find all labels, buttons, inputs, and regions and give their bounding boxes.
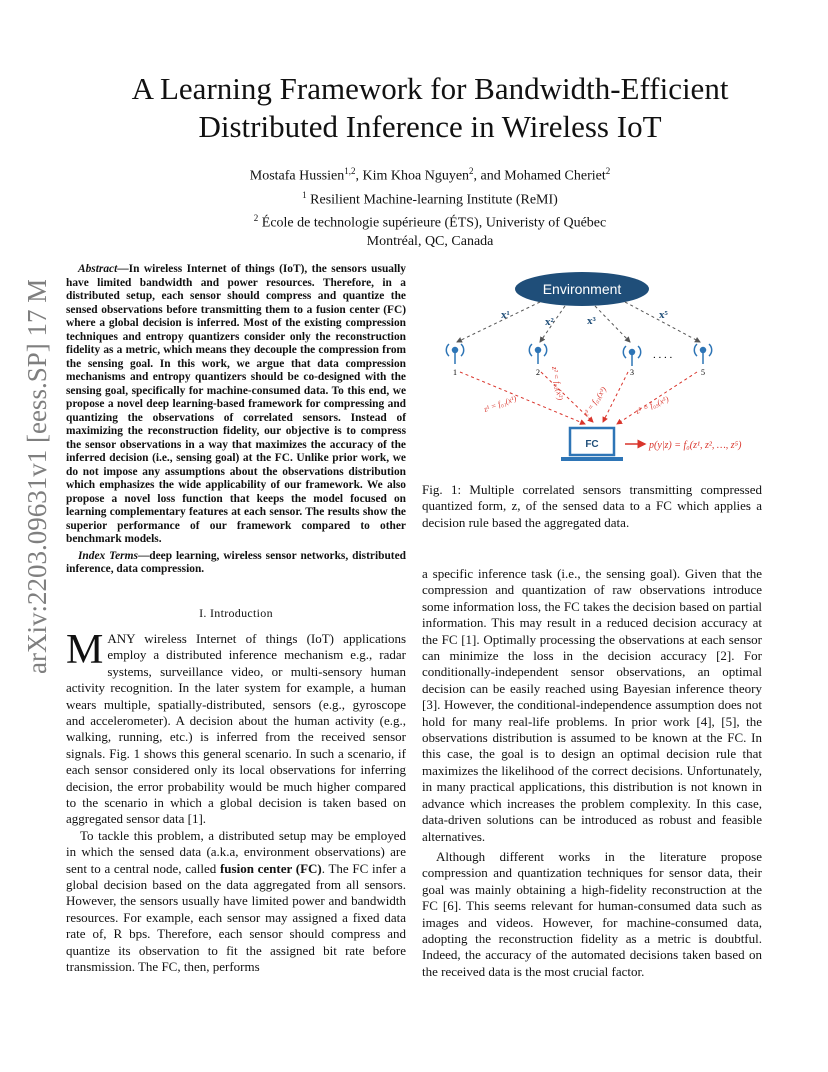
tx-arrow-3 [603,372,628,422]
x-label-1: x¹ [501,309,510,321]
affiliation-1: $^1$ Resilient Machine-learning Institute (ReMI) [302,189,558,208]
ellipsis-dots: . . . . [653,349,673,361]
enc-label-1: z¹ = f₀₁(x¹) [482,393,518,414]
abstract: Abstract—In wireless Internet of things (IoT), the sensors usually have limited bandwidth and power resources. Therefore, in a distributed setup, each sensor should compress and quantize the sensed observations before transmitting them to a fusion center (FC) where a global decision is inferred. Most of the existing compression techniques and entropy quantizers consider only the reconstruction fidelity as a metric, which means they decouple the compression from the sensing goal. In this work, we argue that data compression mechanisms and entropy quantizers should be co-designed with the sensing goal, specifically for machine-consumed data. To this end, we propose a novel deep learning-based framework for compressing and quantizing the observations of correlated sensors. Instead of maximizing the reconstruction fidelity, our objective is to compress the sensor observations in a way that maximizes the accuracy of the inferred decision (i.e., sensing goal) at the FC. Unlike prior work, we do not impose any assumptions about the observations distribution which emphasizes the wide applicability of our framework. We also propose a novel loss function that keeps the model focused on learning complementary features at each sensor. The results show the superior performance of our framework compared to other benchmark models. [66,263,406,545]
intro-paragraph-2: To tackle this problem, a distributed setup may be employed in which the sensed data (a.k.a, environment observations) are sent to a central node, called fusion center (FC). The FC infer a global decision based on the data aggregated from all sensors. However, the sensors usually have limited power and bandwidth resources. For example, each sensor may assigned a fixed data rate of, R bps. Therefore, each sensor should compress and quantize its observation to fit the assigned bit rate before transmission. The FC, then, performs [66,827,406,975]
sensor-icon-2 [529,344,546,364]
sensor-icon-3 [623,346,640,366]
x-label-5: x⁵ [659,309,668,321]
fc-label: FC [585,439,599,450]
paper-title: A Learning Framework for Bandwidth-Efficient Distributed Inference in Wireless IoT [131,71,729,144]
drop-cap: M [66,626,104,673]
enc-label-2: z² = f₀₂(x²) [550,365,565,401]
enc-label-5: z⁵ = f₀₅(x⁵) [634,394,670,416]
sensor-id-2: 2 [536,368,540,377]
sensor-id-3: 3 [630,368,634,377]
author-names: Mostafa Hussien$^{1,2}$, Kim Khoa Nguyen$^2$, and Mohamed Cheriet$^2$ [249,166,611,184]
environment-label: Environment [542,281,622,297]
sensor-id-1: 1 [453,368,457,377]
x-label-2: x² [545,316,554,328]
sensor-id-5: 5 [701,368,705,377]
x-label-3: x³ [587,315,596,327]
decision-rule: p(y|z) = f₀(z¹, z², …, z⁵) [649,440,742,451]
intro-paragraph-4: Although different works in the literature propose compression and quantization techniques for sensor data, their goal was mainly obtaining a high-fidelity reconstruction at the FC [6]. This seems relevant for human-consumed data such as images and videos. However, for machine-consumed data, adopting the reconstruction fidelity as a metric is doubtful. Indeed, the accuracy of the automated decisions taken based on the received data is the most crucial factor. [422,848,762,979]
index-terms: Index Terms—deep learning, wireless sensor networks, distributed inference, data compression. [66,549,406,575]
intro-paragraph-1: MANY wireless Internet of things (IoT) applications employ a distributed inference mechanism e.g., radar systems, surveillance video, or multi-sensory human activity recognition. In the later system for example, a human wears multiple, spatially-distributed, sensors (e.g., gyroscope and accelerometer). A decision about the human activity (e.g., walking, running, etc.) is inferred from the received sensor signals. Fig. 1 shows this general scenario. In such a scenario, if each sensor considered only its local observations for inferring decision, the error probability would be much higher compared to the scenario in which a global decision is taken based on aggregated sensor data [1]. [66,626,406,827]
tx-arrow-1 [460,372,585,424]
affiliation-2: $^2$ École de technologie supérieure (ÉTS), Univeristy of Québec [253,213,607,231]
author-block [80,162,780,251]
figure-1-caption: Fig. 1: Multiple correlated sensors transmitting compressed quantized form, z, of the sensed data to a FC which applies a decision rule based the aggregated data. [422,482,762,530]
arxiv-side-stamp [6,280,58,680]
affiliation-location: Montréal, QC, Canada [366,233,494,249]
sensor-icon-5 [694,344,711,364]
section-heading-introduction: I. Introduction [199,605,273,620]
obs-arrow-5 [625,302,700,342]
intro-paragraph-3: a specific inference task (i.e., the sensing goal). Given that the compression and quantization of raw observations introduce some information loss, the FC takes the decision based on partial information. This may result in a reduced decision accuracy at the FC [1]. Optimally processing the observations at each sensor can minimize the loss in the decision accuracy [2]. For conditionally-independent sensor observations, an optimal decision can be easily reached using Bayesian inference theory [3]. However, the conditional-independence assumption does not hold for many real-life problems. In prior work [4], [5], the observations distribution is assumed to be known at the FC. In this case, the goal is to design an optimal decision rule that maximizes the likelihood of the correct decisions. Unfortunately, in many practical applications, this distribution is not known in advance which increases the problem complexity. In this case, data-driven solutions can be introduced as robust and feasible alternatives. [422,566,762,844]
sensor-icon-1 [446,344,463,364]
enc-label-3: z³ = f₀₃(x³) [581,385,609,419]
figure-1-diagram [425,272,770,467]
obs-arrow-1 [457,302,540,342]
left-column [66,263,406,975]
right-column [422,566,762,980]
arxiv-stamp-text: arXiv:2203.09631v1 [eess.SP] 17 Mar 2022 [22,280,52,674]
obs-arrow-3 [595,306,630,342]
